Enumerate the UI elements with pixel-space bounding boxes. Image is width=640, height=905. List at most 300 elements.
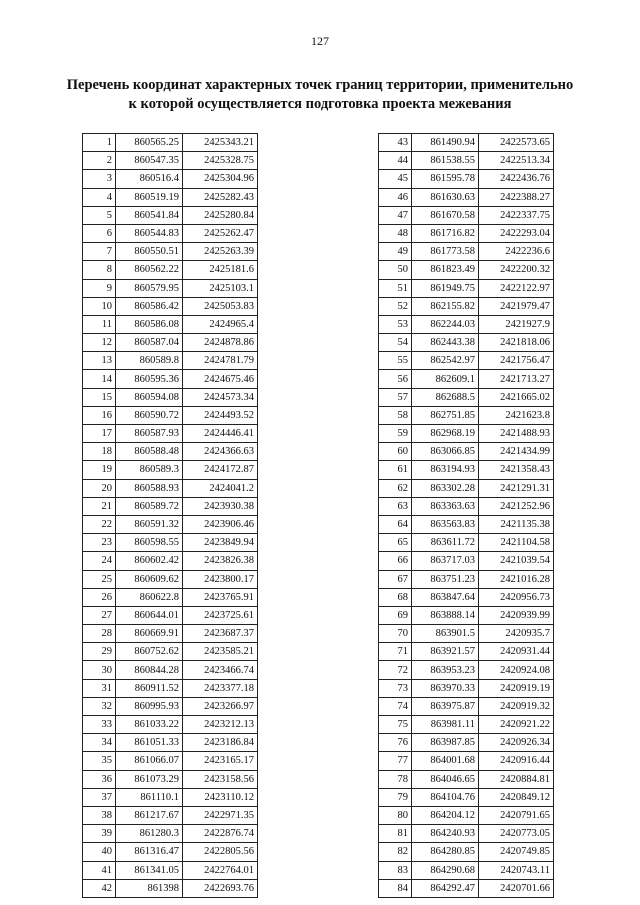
x-coordinate-cell: 863921.57 <box>412 643 479 661</box>
point-number-cell: 21 <box>83 497 116 515</box>
table-row <box>83 297 258 315</box>
y-coordinate-cell: 2425181.6 <box>183 261 258 279</box>
point-number-cell: 6 <box>83 224 116 242</box>
table-row <box>379 752 554 770</box>
y-coordinate-cell: 2421252.96 <box>479 497 554 515</box>
point-number-cell: 54 <box>379 334 412 352</box>
point-number-cell: 81 <box>379 825 412 843</box>
point-number-cell: 46 <box>379 188 412 206</box>
coordinates-table-right-body <box>379 134 554 898</box>
x-coordinate-cell: 860594.08 <box>116 388 183 406</box>
point-number-cell: 84 <box>379 879 412 897</box>
y-coordinate-cell: 2422236.6 <box>479 243 554 261</box>
y-coordinate-cell: 2420931.44 <box>479 643 554 661</box>
table-row <box>379 716 554 734</box>
x-coordinate-cell: 860644.01 <box>116 606 183 624</box>
x-coordinate-cell: 861490.94 <box>412 134 479 152</box>
table-row <box>83 534 258 552</box>
x-coordinate-cell: 863066.85 <box>412 443 479 461</box>
y-coordinate-cell: 2422805.56 <box>183 843 258 861</box>
x-coordinate-cell: 861316.47 <box>116 843 183 861</box>
x-coordinate-cell: 864204.12 <box>412 806 479 824</box>
point-number-cell: 19 <box>83 461 116 479</box>
y-coordinate-cell: 2425263.39 <box>183 243 258 261</box>
table-row <box>83 861 258 879</box>
x-coordinate-cell: 861073.29 <box>116 770 183 788</box>
y-coordinate-cell: 2425103.1 <box>183 279 258 297</box>
point-number-cell: 83 <box>379 861 412 879</box>
point-number-cell: 48 <box>379 224 412 242</box>
table-row <box>83 806 258 824</box>
x-coordinate-cell: 860589.3 <box>116 461 183 479</box>
point-number-cell: 31 <box>83 679 116 697</box>
table-row <box>83 843 258 861</box>
y-coordinate-cell: 2421818.06 <box>479 334 554 352</box>
y-coordinate-cell: 2425282.43 <box>183 188 258 206</box>
y-coordinate-cell: 2425343.21 <box>183 134 258 152</box>
y-coordinate-cell: 2423212.13 <box>183 716 258 734</box>
y-coordinate-cell: 2423110.12 <box>183 788 258 806</box>
point-number-cell: 34 <box>83 734 116 752</box>
point-number-cell: 5 <box>83 206 116 224</box>
y-coordinate-cell: 2423266.97 <box>183 697 258 715</box>
point-number-cell: 58 <box>379 406 412 424</box>
y-coordinate-cell: 2420749.85 <box>479 843 554 861</box>
x-coordinate-cell: 860609.62 <box>116 570 183 588</box>
x-coordinate-cell: 861630.63 <box>412 188 479 206</box>
point-number-cell: 57 <box>379 388 412 406</box>
table-row <box>83 570 258 588</box>
table-row <box>83 497 258 515</box>
x-coordinate-cell: 860541.84 <box>116 206 183 224</box>
point-number-cell: 51 <box>379 279 412 297</box>
y-coordinate-cell: 2423906.46 <box>183 515 258 533</box>
point-number-cell: 30 <box>83 661 116 679</box>
table-row <box>379 406 554 424</box>
x-coordinate-cell: 860589.8 <box>116 352 183 370</box>
point-number-cell: 56 <box>379 370 412 388</box>
x-coordinate-cell: 860911.52 <box>116 679 183 697</box>
point-number-cell: 29 <box>83 643 116 661</box>
table-row <box>83 606 258 624</box>
point-number-cell: 12 <box>83 334 116 352</box>
y-coordinate-cell: 2420926.34 <box>479 734 554 752</box>
x-coordinate-cell: 860752.62 <box>116 643 183 661</box>
point-number-cell: 42 <box>83 879 116 897</box>
table-row <box>379 443 554 461</box>
point-number-cell: 9 <box>83 279 116 297</box>
table-row <box>379 224 554 242</box>
point-number-cell: 26 <box>83 588 116 606</box>
table-row <box>83 752 258 770</box>
point-number-cell: 78 <box>379 770 412 788</box>
table-row <box>83 788 258 806</box>
x-coordinate-cell: 860590.72 <box>116 406 183 424</box>
point-number-cell: 59 <box>379 425 412 443</box>
table-row <box>379 661 554 679</box>
table-row <box>83 206 258 224</box>
point-number-cell: 75 <box>379 716 412 734</box>
y-coordinate-cell: 2421135.38 <box>479 515 554 533</box>
table-row <box>83 716 258 734</box>
table-row <box>379 606 554 624</box>
table-row <box>83 243 258 261</box>
x-coordinate-cell: 863888.14 <box>412 606 479 624</box>
y-coordinate-cell: 2422876.74 <box>183 825 258 843</box>
x-coordinate-cell: 860544.83 <box>116 224 183 242</box>
y-coordinate-cell: 2423800.17 <box>183 570 258 588</box>
x-coordinate-cell: 864280.85 <box>412 843 479 861</box>
x-coordinate-cell: 860547.35 <box>116 152 183 170</box>
y-coordinate-cell: 2420921.22 <box>479 716 554 734</box>
y-coordinate-cell: 2422971.35 <box>183 806 258 824</box>
y-coordinate-cell: 2423466.74 <box>183 661 258 679</box>
table-row <box>83 515 258 533</box>
table-row <box>83 315 258 333</box>
table-row <box>379 352 554 370</box>
point-number-cell: 13 <box>83 352 116 370</box>
x-coordinate-cell: 860589.72 <box>116 497 183 515</box>
title-line-2: к которой осуществляется подготовка проекта межевания <box>128 96 512 112</box>
y-coordinate-cell: 2424573.34 <box>183 388 258 406</box>
y-coordinate-cell: 2421488.93 <box>479 425 554 443</box>
x-coordinate-cell: 860519.19 <box>116 188 183 206</box>
table-row <box>83 697 258 715</box>
table-row <box>379 588 554 606</box>
x-coordinate-cell: 863563.83 <box>412 515 479 533</box>
y-coordinate-cell: 2424366.63 <box>183 443 258 461</box>
y-coordinate-cell: 2421979.47 <box>479 297 554 315</box>
point-number-cell: 35 <box>83 752 116 770</box>
point-number-cell: 17 <box>83 425 116 443</box>
point-number-cell: 65 <box>379 534 412 552</box>
x-coordinate-cell: 863751.23 <box>412 570 479 588</box>
point-number-cell: 40 <box>83 843 116 861</box>
point-number-cell: 60 <box>379 443 412 461</box>
table-row <box>379 879 554 897</box>
x-coordinate-cell: 861280.3 <box>116 825 183 843</box>
table-row <box>379 370 554 388</box>
y-coordinate-cell: 2423849.94 <box>183 534 258 552</box>
y-coordinate-cell: 2421016.28 <box>479 570 554 588</box>
x-coordinate-cell: 863611.72 <box>412 534 479 552</box>
x-coordinate-cell: 862609.1 <box>412 370 479 388</box>
x-coordinate-cell: 860565.25 <box>116 134 183 152</box>
point-number-cell: 16 <box>83 406 116 424</box>
table-row <box>83 879 258 897</box>
table-row <box>379 552 554 570</box>
point-number-cell: 39 <box>83 825 116 843</box>
table-row <box>379 770 554 788</box>
coordinates-table-left <box>82 133 258 898</box>
point-number-cell: 11 <box>83 315 116 333</box>
table-row <box>379 334 554 352</box>
y-coordinate-cell: 2423165.17 <box>183 752 258 770</box>
table-row <box>83 370 258 388</box>
table-row <box>379 243 554 261</box>
x-coordinate-cell: 862443.38 <box>412 334 479 352</box>
point-number-cell: 14 <box>83 370 116 388</box>
x-coordinate-cell: 863953.23 <box>412 661 479 679</box>
point-number-cell: 45 <box>379 170 412 188</box>
table-row <box>83 170 258 188</box>
table-row <box>379 679 554 697</box>
point-number-cell: 71 <box>379 643 412 661</box>
table-row <box>379 279 554 297</box>
table-row <box>83 188 258 206</box>
x-coordinate-cell: 861670.58 <box>412 206 479 224</box>
x-coordinate-cell: 864001.68 <box>412 752 479 770</box>
table-row <box>83 734 258 752</box>
y-coordinate-cell: 2423687.37 <box>183 625 258 643</box>
x-coordinate-cell: 863975.87 <box>412 697 479 715</box>
x-coordinate-cell: 861716.82 <box>412 224 479 242</box>
table-row <box>379 461 554 479</box>
x-coordinate-cell: 860586.08 <box>116 315 183 333</box>
y-coordinate-cell: 2423930.38 <box>183 497 258 515</box>
y-coordinate-cell: 2424041.2 <box>183 479 258 497</box>
x-coordinate-cell: 862155.82 <box>412 297 479 315</box>
x-coordinate-cell: 860669.91 <box>116 625 183 643</box>
y-coordinate-cell: 2420919.32 <box>479 697 554 715</box>
y-coordinate-cell: 2422573.65 <box>479 134 554 152</box>
point-number-cell: 72 <box>379 661 412 679</box>
point-number-cell: 70 <box>379 625 412 643</box>
table-row <box>83 425 258 443</box>
point-number-cell: 41 <box>83 861 116 879</box>
point-number-cell: 61 <box>379 461 412 479</box>
table-row <box>379 188 554 206</box>
x-coordinate-cell: 864240.93 <box>412 825 479 843</box>
x-coordinate-cell: 861066.07 <box>116 752 183 770</box>
table-row <box>83 261 258 279</box>
table-row <box>379 643 554 661</box>
table-row <box>379 479 554 497</box>
table-row <box>379 788 554 806</box>
table-row <box>379 261 554 279</box>
x-coordinate-cell: 864046.65 <box>412 770 479 788</box>
table-row <box>83 388 258 406</box>
point-number-cell: 7 <box>83 243 116 261</box>
point-number-cell: 76 <box>379 734 412 752</box>
coordinates-table-right <box>378 133 554 898</box>
table-row <box>379 425 554 443</box>
point-number-cell: 2 <box>83 152 116 170</box>
y-coordinate-cell: 2424675.46 <box>183 370 258 388</box>
table-row <box>83 825 258 843</box>
x-coordinate-cell: 861398 <box>116 879 183 897</box>
y-coordinate-cell: 2421434.99 <box>479 443 554 461</box>
table-row <box>379 152 554 170</box>
x-coordinate-cell: 863717.03 <box>412 552 479 570</box>
table-row <box>379 570 554 588</box>
table-row <box>379 497 554 515</box>
table-row <box>379 843 554 861</box>
point-number-cell: 38 <box>83 806 116 824</box>
y-coordinate-cell: 2425053.83 <box>183 297 258 315</box>
x-coordinate-cell: 860588.48 <box>116 443 183 461</box>
point-number-cell: 62 <box>379 479 412 497</box>
x-coordinate-cell: 861773.58 <box>412 243 479 261</box>
x-coordinate-cell: 863901.5 <box>412 625 479 643</box>
table-row <box>83 334 258 352</box>
title-line-1: Перечень координат характерных точек границ территории, применительно <box>66 77 574 93</box>
point-number-cell: 33 <box>83 716 116 734</box>
y-coordinate-cell: 2421623.8 <box>479 406 554 424</box>
x-coordinate-cell: 861341.05 <box>116 861 183 879</box>
x-coordinate-cell: 860586.42 <box>116 297 183 315</box>
x-coordinate-cell: 860587.93 <box>116 425 183 443</box>
table-row <box>379 206 554 224</box>
point-number-cell: 79 <box>379 788 412 806</box>
x-coordinate-cell: 863981.11 <box>412 716 479 734</box>
table-row <box>379 861 554 879</box>
x-coordinate-cell: 860622.8 <box>116 588 183 606</box>
x-coordinate-cell: 860995.93 <box>116 697 183 715</box>
y-coordinate-cell: 2421039.54 <box>479 552 554 570</box>
point-number-cell: 15 <box>83 388 116 406</box>
y-coordinate-cell: 2425280.84 <box>183 206 258 224</box>
y-coordinate-cell: 2421358.43 <box>479 461 554 479</box>
point-number-cell: 74 <box>379 697 412 715</box>
table-row <box>83 625 258 643</box>
table-row <box>379 734 554 752</box>
table-row <box>379 315 554 333</box>
point-number-cell: 20 <box>83 479 116 497</box>
table-row <box>83 279 258 297</box>
x-coordinate-cell: 864292.47 <box>412 879 479 897</box>
point-number-cell: 1 <box>83 134 116 152</box>
table-row <box>83 588 258 606</box>
y-coordinate-cell: 2422200.32 <box>479 261 554 279</box>
point-number-cell: 82 <box>379 843 412 861</box>
x-coordinate-cell: 861595.78 <box>412 170 479 188</box>
point-number-cell: 66 <box>379 552 412 570</box>
point-number-cell: 27 <box>83 606 116 624</box>
y-coordinate-cell: 2424781.79 <box>183 352 258 370</box>
point-number-cell: 55 <box>379 352 412 370</box>
point-number-cell: 3 <box>83 170 116 188</box>
table-row <box>83 479 258 497</box>
point-number-cell: 64 <box>379 515 412 533</box>
x-coordinate-cell: 860602.42 <box>116 552 183 570</box>
x-coordinate-cell: 863363.63 <box>412 497 479 515</box>
x-coordinate-cell: 862968.19 <box>412 425 479 443</box>
y-coordinate-cell: 2424493.52 <box>183 406 258 424</box>
x-coordinate-cell: 862688.5 <box>412 388 479 406</box>
x-coordinate-cell: 861051.33 <box>116 734 183 752</box>
y-coordinate-cell: 2422764.01 <box>183 861 258 879</box>
x-coordinate-cell: 860579.95 <box>116 279 183 297</box>
y-coordinate-cell: 2420773.05 <box>479 825 554 843</box>
x-coordinate-cell: 863987.85 <box>412 734 479 752</box>
point-number-cell: 63 <box>379 497 412 515</box>
y-coordinate-cell: 2423826.38 <box>183 552 258 570</box>
y-coordinate-cell: 2420956.73 <box>479 588 554 606</box>
point-number-cell: 32 <box>83 697 116 715</box>
x-coordinate-cell: 860550.51 <box>116 243 183 261</box>
page-title <box>40 76 600 114</box>
table-row <box>379 297 554 315</box>
x-coordinate-cell: 862751.85 <box>412 406 479 424</box>
y-coordinate-cell: 2421713.27 <box>479 370 554 388</box>
point-number-cell: 80 <box>379 806 412 824</box>
x-coordinate-cell: 860562.22 <box>116 261 183 279</box>
point-number-cell: 28 <box>83 625 116 643</box>
point-number-cell: 73 <box>379 679 412 697</box>
y-coordinate-cell: 2422293.04 <box>479 224 554 242</box>
table-row <box>83 643 258 661</box>
coordinates-table-left-body <box>83 134 258 898</box>
x-coordinate-cell: 864290.68 <box>412 861 479 879</box>
x-coordinate-cell: 860591.32 <box>116 515 183 533</box>
point-number-cell: 67 <box>379 570 412 588</box>
table-row <box>83 770 258 788</box>
y-coordinate-cell: 2423725.61 <box>183 606 258 624</box>
point-number-cell: 25 <box>83 570 116 588</box>
table-row <box>379 825 554 843</box>
y-coordinate-cell: 2420884.81 <box>479 770 554 788</box>
y-coordinate-cell: 2422513.34 <box>479 152 554 170</box>
x-coordinate-cell: 864104.76 <box>412 788 479 806</box>
table-row <box>83 461 258 479</box>
page-number: 127 <box>311 34 329 48</box>
y-coordinate-cell: 2424172.87 <box>183 461 258 479</box>
y-coordinate-cell: 2421291.31 <box>479 479 554 497</box>
point-number-cell: 8 <box>83 261 116 279</box>
point-number-cell: 47 <box>379 206 412 224</box>
y-coordinate-cell: 2423158.56 <box>183 770 258 788</box>
point-number-cell: 18 <box>83 443 116 461</box>
y-coordinate-cell: 2421756.47 <box>479 352 554 370</box>
table-row <box>379 697 554 715</box>
point-number-cell: 50 <box>379 261 412 279</box>
table-row <box>379 515 554 533</box>
point-number-cell: 43 <box>379 134 412 152</box>
table-row <box>379 134 554 152</box>
y-coordinate-cell: 2424878.86 <box>183 334 258 352</box>
table-row <box>83 552 258 570</box>
x-coordinate-cell: 860598.55 <box>116 534 183 552</box>
table-row <box>379 806 554 824</box>
point-number-cell: 23 <box>83 534 116 552</box>
table-row <box>83 679 258 697</box>
y-coordinate-cell: 2425262.47 <box>183 224 258 242</box>
table-row <box>379 388 554 406</box>
y-coordinate-cell: 2420743.11 <box>479 861 554 879</box>
point-number-cell: 44 <box>379 152 412 170</box>
table-row <box>83 134 258 152</box>
y-coordinate-cell: 2422693.76 <box>183 879 258 897</box>
y-coordinate-cell: 2424446.41 <box>183 425 258 443</box>
x-coordinate-cell: 860516.4 <box>116 170 183 188</box>
point-number-cell: 77 <box>379 752 412 770</box>
point-number-cell: 24 <box>83 552 116 570</box>
point-number-cell: 53 <box>379 315 412 333</box>
point-number-cell: 49 <box>379 243 412 261</box>
x-coordinate-cell: 861033.22 <box>116 716 183 734</box>
y-coordinate-cell: 2423186.84 <box>183 734 258 752</box>
y-coordinate-cell: 2422436.76 <box>479 170 554 188</box>
x-coordinate-cell: 863302.28 <box>412 479 479 497</box>
point-number-cell: 10 <box>83 297 116 315</box>
point-number-cell: 68 <box>379 588 412 606</box>
y-coordinate-cell: 2421927.9 <box>479 315 554 333</box>
x-coordinate-cell: 860588.93 <box>116 479 183 497</box>
table-row <box>83 224 258 242</box>
y-coordinate-cell: 2420849.12 <box>479 788 554 806</box>
x-coordinate-cell: 861110.1 <box>116 788 183 806</box>
